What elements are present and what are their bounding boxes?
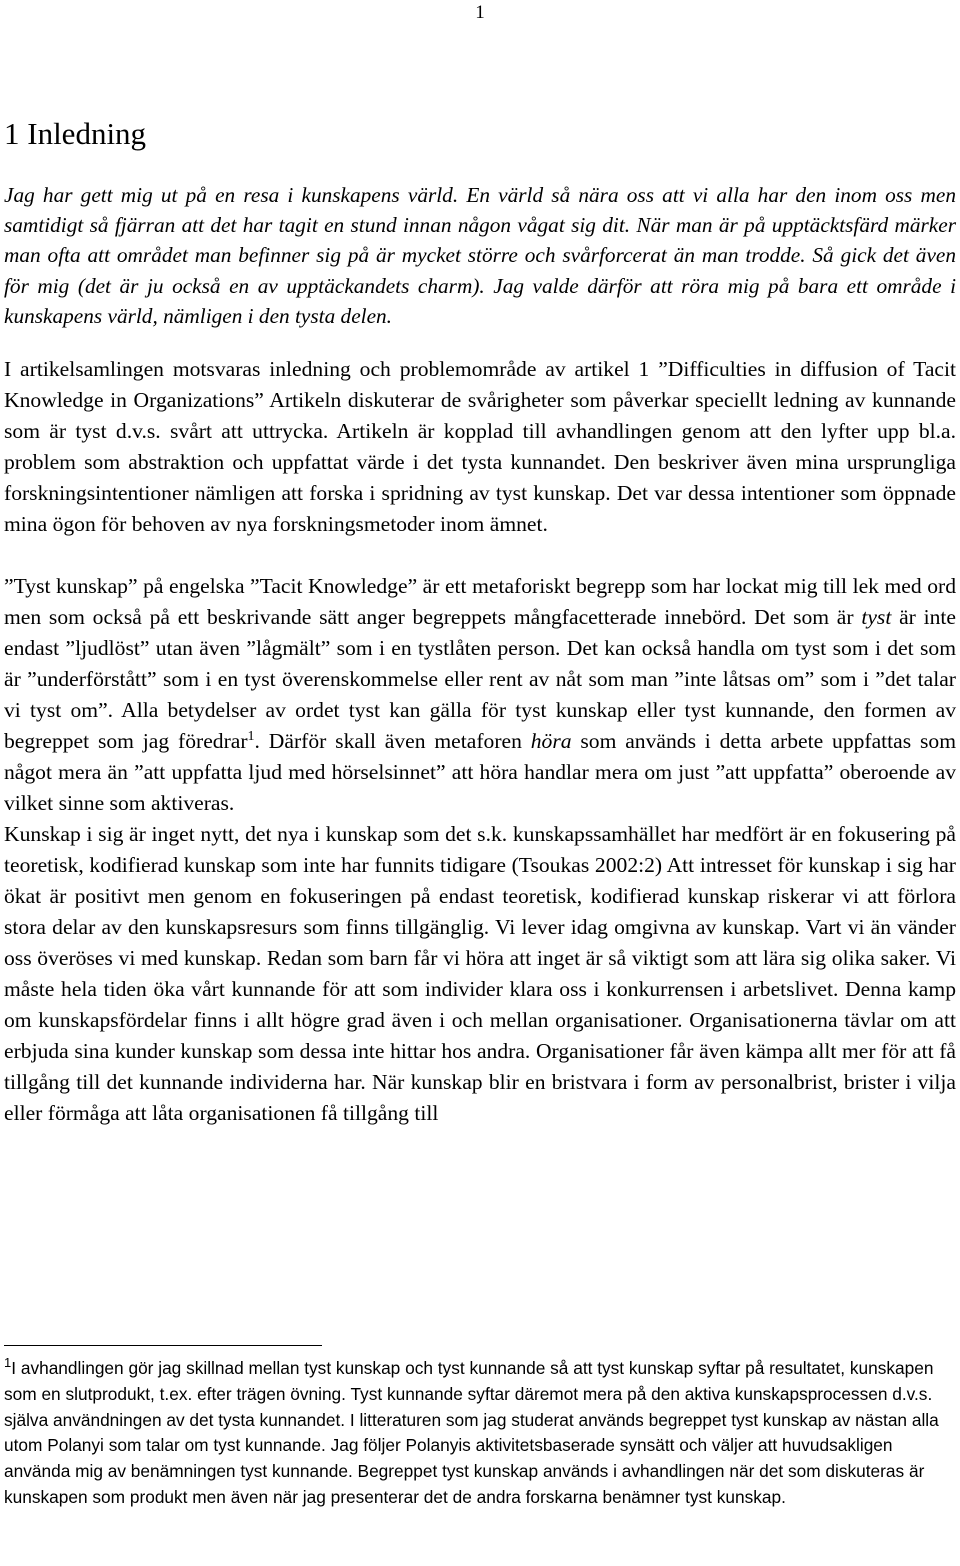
footnote-text: I avhandlingen gör jag skillnad mellan tyst kunskap och tyst kunnande så att tyst kunskap syftar på resultatet, kunskapen som en slutprodukt, t.ex. efter trägen övning. Tyst kunnande syftar däremot mera på den aktiva kunskapsprocessen d.v.s. själva användningen av det tysta kunnandet. I litteraturen som jag studerat används begreppet tyst kunskap av nästan alla utom Polanyi som talar om tyst kunnande. Jag följer Polanyis aktivitetsbaserade synsätt och väljer att huvudsakligen använda mig av benämningen tyst kunnande. Begreppet tyst kunskap används i avhandlingen när det som diskuteras är kunskapen som produkt men även när jag presenterar det de andra forskarna benämner tyst kunskap. bbox=[4, 1358, 939, 1507]
paragraph-knowledge-society: Kunskap i sig är inget nytt, det nya i kunskap som det s.k. kunskapssamhället har medfört är en fokusering på teoretisk, kodifierad kunskap som inte har funnits tidigare (Tsoukas 2002:2) Att intresset för kunskap i sig har ökat är positivt men genom en fokuseringen på endast teoretisk, kodifierad kunskap riskerar vi att förlora stora delar av den kunskapsresurs som finns tillgänglig. Vi lever idag omgivna av kunskap. Vart vi än vänder oss överöses vi med kunskap. Redan som barn får vi höra att inget är så viktigt som att lära sig olika saker. Vi måste hela tiden öka vårt kunnande för att som individer klara oss i konkurrensen i arbetslivet. Denna kamp om kunskapsfördelar finns i allt högre grad även i och mellan organisationer. Organisationerna tävlar om att erbjuda sina kunder kunskap som dessa inte hittar hos andra. Organisationer får även kämpa allt mer för att få tillgång till det kunnande individerna har. När kunskap blir en bristvara i form av personalbrist, brister i vilja eller förmåga att låta organisationen få tillgång till bbox=[4, 822, 956, 1126]
footnote-marker: 1 bbox=[4, 1355, 12, 1371]
emphasis-tyst: tyst bbox=[861, 605, 892, 630]
paragraph-article-collection: I artikelsamlingen motsvaras inledning och problemområde av artikel 1 ”Difficulties in diffusion of Tacit Knowledge in Organizations” Artikeln diskuterar de svårigheter som påverkar speciellt ledning av kunnande som är tyst d.v.s. svårt att uttrycka. Artikeln är kopplad till avhandlingen genom att den lyfter upp bl.a. problem som abstraktion och uppfattat värde i det tysta kunnandet. Den beskriver även mina ursprungliga forskningsintentioner nämligen att forska i spridning av tyst kunskap. Det var dessa intentioner som öppnade mina ögon för behoven av nya forskningsmetoder inom ämnet. bbox=[4, 357, 956, 537]
paragraph-text: är inte endast ”ljudlöst” utan även ”lågmält” som i en tystlåten person. Det kan också handla om tyst som i det som är ”underförstått” som i en tyst överenskommelse eller rent av nåt som man ”inte låtsas om” som i ”det talar vi tyst om”. Alla betydelser av ordet tyst kan gälla för tyst kunskap eller tyst kunnande, den formen av begreppet som jag föredrar bbox=[4, 605, 956, 754]
footnote-reference[interactable]: 1 bbox=[247, 728, 255, 744]
body-text bbox=[4, 180, 956, 1129]
emphasis-hora: höra bbox=[530, 729, 572, 754]
footnote bbox=[4, 1356, 944, 1511]
intro-paragraph: Jag har gett mig ut på en resa i kunskapens värld. En värld så nära oss att vi alla har den inom oss men samtidigt så fjärran att det har tagit en stund innan någon vågat sig dit. När man är på upptäcktsfärd märker man ofta att området man befinner sig på är mycket större och svårforcerat än man trodde. Så gick det även för mig (det är ju också en av upptäckandets charm). Jag valde därför att röra mig på bara ett område i kunskapens värld, nämligen i den tysta delen. bbox=[4, 183, 956, 328]
paragraph-text: som används i detta arbete uppfattas som något mera än ”att uppfatta ljud med hörselsinnet” att höra handlar mera om just ”att uppfatta” oberoende av vilket sinne som aktiveras. bbox=[4, 729, 957, 816]
paragraph-text: ”Tyst kunskap” på engelska ”Tacit Knowledge” är ett metaforiskt begrepp som har lockat mig till lek med ord men som också på ett beskrivande sätt anger begreppets mångfacetterade innebörd. Det som är bbox=[4, 574, 956, 630]
paragraph-tacit-knowledge bbox=[4, 571, 956, 819]
paragraph-text: . Därför skall även metaforen bbox=[254, 729, 531, 754]
chapter-heading: 1 Inledning bbox=[4, 116, 147, 151]
page-number: 1 bbox=[475, 2, 485, 23]
footnote-separator bbox=[4, 1345, 322, 1346]
